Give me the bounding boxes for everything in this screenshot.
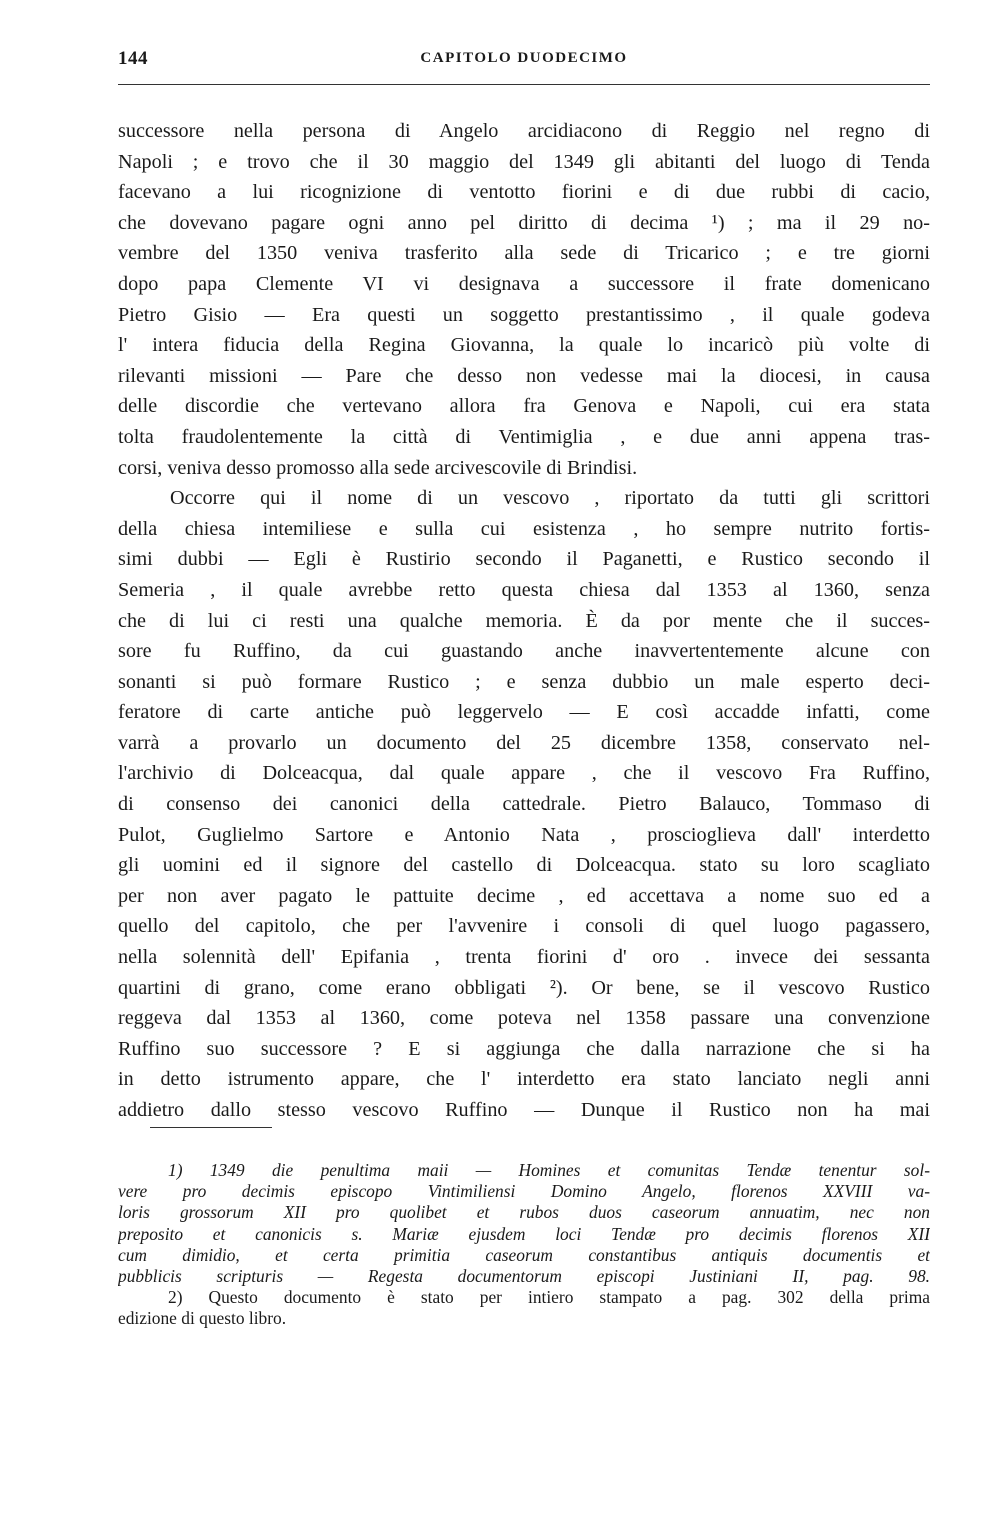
text-line: della chiesa intemiliese e sulla cui esistenza , ho sempre nutrito fortis- xyxy=(118,517,930,540)
text-line: per non aver pagato le pattuite decime , ed accettava a nome suo ed a xyxy=(118,884,930,907)
page-number: 144 xyxy=(118,48,148,69)
text-line: successore nella persona di Angelo arcidiacono di Reggio nel regno di xyxy=(118,120,930,142)
footnote-line: preposito et canonicis s. Mariæ ejusdem loci Tendæ pro decimis florenos XII xyxy=(118,1223,930,1244)
text-line: gli uomini ed il signore del castello di Dolceacqua. stato su loro scagliato xyxy=(118,854,930,877)
header-rule xyxy=(118,84,930,85)
text-line: rilevanti missioni — Pare che desso non vedesse mai la diocesi, in causa xyxy=(118,364,930,387)
text-line: facevano a lui ricognizione di ventotto fiorini e di due rubbi di cacio, xyxy=(118,181,930,204)
footnote-line: loris grossorum XII pro quolibet et rubos duos caseorum annuatim, nec non xyxy=(118,1202,930,1223)
text-line: che dovevano pagare ogni anno pel diritto di decima ¹) ; ma il 29 no- xyxy=(118,211,930,234)
main-text xyxy=(118,116,930,1126)
text-line: sore fu Ruffino, da cui guastando anche inavvertentemente alcune con xyxy=(118,640,930,663)
text-line: l'archivio di Dolceacqua, dal quale appare , che il vescovo Fra Ruffino, xyxy=(118,762,930,785)
text-line: addietro dallo stesso vescovo Ruffino — Dunque il Rustico non ha mai xyxy=(118,1099,930,1121)
text-line: quartini di grano, come erano obbligati ²). Or bene, se il vescovo Rustico xyxy=(118,976,930,999)
footnote-line: 2) Questo documento è stato per intiero stampato a pag. 302 della prima xyxy=(168,1287,930,1308)
footnote-line: pubblicis scripturis — Regesta documentorum episcopi Justiniani II, pag. 98. xyxy=(118,1265,930,1286)
footnote-line: cum dimidio, et certa primitia caseorum constantibus antiquis documentis et xyxy=(118,1244,930,1265)
text-line: Ruffino suo successore ? E si aggiunga che dalla narrazione che si ha xyxy=(118,1037,930,1060)
text-line: Napoli ; e trovo che il 30 maggio del 1349 gli abitanti del luogo di Tenda xyxy=(118,150,930,173)
footnote-separator xyxy=(150,1127,272,1128)
text-line: Pietro Gisio — Era questi un soggetto prestantissimo , il quale godeva xyxy=(118,303,930,326)
text-line: sonanti si può formare Rustico ; e senza dubbio un male esperto deci- xyxy=(118,670,930,693)
text-line: vembre del 1350 veniva trasferito alla sede di Tricarico ; e tre giorni xyxy=(118,242,930,265)
text-line: simi dubbi — Egli è Rustirio secondo il Paganetti, e Rustico secondo il xyxy=(118,548,930,571)
footnotes xyxy=(118,1160,930,1330)
text-line: Semeria , il quale avrebbe retto questa chiesa dal 1353 al 1360, senza xyxy=(118,578,930,601)
text-line: di consenso dei canonici della cattedrale. Pietro Balauco, Tommaso di xyxy=(118,793,930,816)
running-title: CAPITOLO DUODECIMO xyxy=(420,50,628,66)
footnote-line: vere pro decimis episcopo Vintimiliensi Domino Angelo, florenos XXVIII va- xyxy=(118,1181,930,1202)
text-line: che di lui ci resti una qualche memoria. È da por mente che il succes- xyxy=(118,609,930,632)
text-line: delle discordie che vertevano allora fra Genova e Napoli, cui era stata xyxy=(118,395,930,418)
text-line: dopo papa Clemente VI vi designava a successore il frate domenicano xyxy=(118,272,930,295)
footnote-line: 1) 1349 die penultima maii — Homines et comunitas Tendæ tenentur sol- xyxy=(168,1160,930,1180)
text-line: Pulot, Guglielmo Sartore e Antonio Nata , proscioglieva dall' interdetto xyxy=(118,823,930,846)
page-header xyxy=(118,48,930,78)
text-line: reggeva dal 1353 al 1360, come poteva nel 1358 passare una convenzione xyxy=(118,1007,930,1030)
text-line: feratore di carte antiche può leggervelo — E così accadde infatti, come xyxy=(118,701,930,724)
footnote-line: edizione di questo libro. xyxy=(118,1308,287,1329)
text-line: tolta fraudolentemente la città di Ventimiglia , e due anni appena tras- xyxy=(118,425,930,448)
text-line: corsi, veniva desso promosso alla sede arcivescovile di Brindisi. xyxy=(118,456,638,479)
text-line: in detto istrumento appare, che l' interdetto era stato lanciato negli anni xyxy=(118,1068,930,1091)
text-line: quello del capitolo, che per l'avvenire i consoli di quel luogo pagassero, xyxy=(118,915,930,938)
text-line: varrà a provarlo un documento del 25 dicembre 1358, conservato nel- xyxy=(118,731,930,754)
text-line: nella solennità dell' Epifania , trenta fiorini d' oro . invece dei sessanta xyxy=(118,946,930,969)
text-line: Occorre qui il nome di un vescovo , riportato da tutti gli scrittori xyxy=(170,487,930,510)
text-line: l' intera fiducia della Regina Giovanna, la quale lo incaricò più volte di xyxy=(118,334,930,357)
